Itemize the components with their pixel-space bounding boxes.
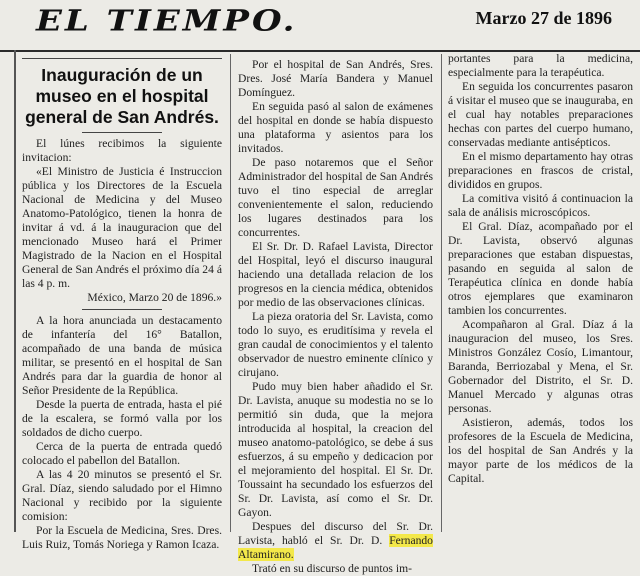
paragraph: El Gral. Díaz, acompañado por el Dr. Lavista, observó algunas preparaciones que estaban dispuestas, pasando en seguida al salon de Terapéutica clínica en donde había otros ejemplares que examinaron tambien los concurrentes. [448, 220, 633, 317]
paragraph: La comitiva visitó á continuacion la sala de análisis microscópicos. [448, 192, 633, 219]
issue-date: Marzo 27 de 1896 [475, 8, 612, 28]
paragraph: Acompañaron al Gral. Díaz á la inauguracion del museo, los Sres. Ministros González Cosío, Limantour, Baranda, Berriozabal y Mena, el Sr. Gobernador del Distrito, el Sr. D. Manuel Mercado y algunas otras personas. [448, 318, 633, 415]
column-separator-1 [230, 54, 231, 532]
paragraph: Asistieron, además, todos los profesores de la Escuela de Medicina, los del hospital de San Andrés y la mayor parte de los médicos de la Capital. [448, 416, 633, 485]
newspaper-logo: EL TIEMPO. [36, 4, 298, 38]
paragraph: En el mismo departamento hay otras preparaciones en frascos de cristal, divididos en grupos. [448, 150, 633, 191]
paragraph: A la hora anunciada un destacamento de infantería del 16° Batallon, acompañado de una banda de música militar, se presentó en el hospital de San Andrés para dar la guardia de honor al Señor Presidente de la República. [22, 314, 222, 397]
article-headline: Inauguración de un museo en el hospital general de San Andrés. [25, 65, 219, 127]
paragraph: El lúnes recibimos la siguiente invitacion: [22, 137, 222, 164]
masthead [0, 0, 640, 52]
paragraph: Por la Escuela de Medicina, Sres. Dres. Luis Ruiz, Tomás Noriega y Ramon Icaza. [22, 524, 222, 551]
article-column-2 [238, 58, 433, 576]
top-rule [22, 58, 222, 59]
paragraph: portantes para la medicina, especialmente para la terapéutica. [448, 52, 633, 79]
paragraph: A las 4 20 minutos se presentó el Sr. Gral. Díaz, siendo saludado por el Himno Nacional y recibido por la siguiente comision: [22, 468, 222, 523]
paragraph: La pieza oratoria del Sr. Lavista, como todo lo suyo, es eruditísima y revela el gran caudal de conocimientos y el talento observador de nuestro eminente clínico y cirujano. [238, 310, 433, 379]
left-border-rule [14, 50, 16, 532]
paragraph: Desde la puerta de entrada, hasta el pié de la escalera, se formó valla por los soldados de dicho cuerpo. [22, 398, 222, 439]
paragraph: El Sr. Dr. D. Rafael Lavista, Director del Hospital, leyó el discurso inaugural haciendo una detallada relacion de los progresos en la ciencia médica, obtenidos por medio de las observaciones clínicas. [238, 240, 433, 309]
paragraph: Cerca de la puerta de entrada quedó colocado el pabellon del Batallon. [22, 440, 222, 467]
dateline: México, Marzo 20 de 1896.» [87, 291, 222, 304]
highlighted-name: Fernando Altamirano. [238, 534, 433, 561]
paragraph: En seguida pasó al salon de exámenes del hospital en donde se había dispuesto una plataforma y asientos para los invitados. [238, 100, 433, 155]
speech-lead: Despues del discurso del Sr. Dr. Lavista, habló el Sr. Dr. D. [238, 520, 433, 547]
article-column-1 [22, 58, 222, 552]
headline-rule [82, 132, 162, 133]
section-rule [82, 309, 162, 310]
paragraph: Pudo muy bien haber añadido el Sr. Dr. Lavista, anuque su modestia no se lo permitió sin duda, que la mejora introducida al hospital, la creacion del museo anatomo-patológico, se debe á sus esfuerzos, á su empeño y dedicacion por el mejoramiento del hospital. El Sr. Dr. Toussaint ha secundado los esfuerzos del Sr. Dr. Lavista, así como el Sr. Dr. Gayon. [238, 380, 433, 519]
paragraph: De paso notaremos que el Señor Administrador del hospital de San Andrés tuvo el tino especial de arreglar convenientemente el salon, reduciendo los lugares destinados para los concurrentes. [238, 156, 433, 239]
paragraph: Por el hospital de San Andrés, Sres. Dres. José María Bandera y Manuel Domínguez. [238, 58, 433, 99]
column-separator-2 [441, 54, 442, 532]
paragraph [238, 520, 433, 562]
paragraph: Trató en su discurso de puntos im- [252, 562, 412, 575]
paragraph: En seguida los concurrentes pasaron á visitar el museo que se inauguraba, en el cual hay notables preparaciones hechas con partes del cuerpo humano, conservadas mediante antisépticos. [448, 80, 633, 149]
paragraph: «El Ministro de Justicia é Instruccion pública y los Directores de la Escuela Nacional de Medicina y del Museo Anatomo-Patológico, tienen la honra de invitar á vd. á la inauguracion que del mencionado Museo hará el Primer Magistrado de la Nacion en el Hospital General de San Andrés el próximo día 24 á las 4 p. m. [22, 165, 222, 290]
article-column-3 [448, 52, 633, 486]
